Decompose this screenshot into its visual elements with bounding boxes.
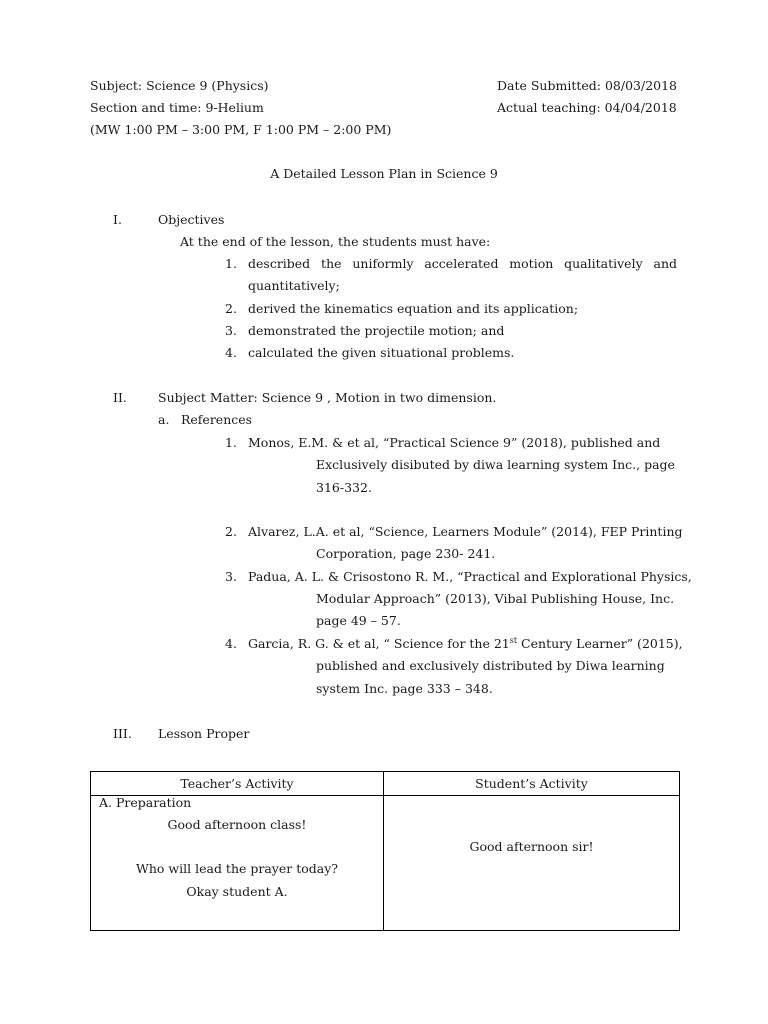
subject-matter-numeral: II. [113, 390, 127, 405]
date-submitted: Date Submitted: 08/03/2018 [497, 78, 678, 93]
teacher-line: Okay student A. [186, 884, 288, 899]
student-activity-cell [384, 796, 680, 931]
reference-text: Padua, A. L. & Crisostono R. M., “Practical and Explorational Physics, [248, 569, 692, 584]
objective-item-text: calculated the given situational problems. [248, 345, 515, 360]
objectives-numeral: I. [113, 212, 122, 227]
reference-text [248, 635, 683, 653]
reference-text-cont: 316-332. [316, 480, 372, 495]
objective-item-text-cont: quantitatively; [248, 278, 340, 293]
reference-number: 4. [225, 636, 237, 651]
reference-text-cont: system Inc. page 333 – 348. [316, 681, 493, 696]
objectives-intro: At the end of the lesson, the students must have: [180, 234, 491, 249]
references-letter: a. [158, 412, 170, 427]
objective-number: 4. [225, 345, 237, 360]
student-activity-header: Student’s Activity [384, 772, 680, 796]
objective-item-text: derived the kinematics equation and its application; [248, 301, 579, 316]
objective-number: 3. [225, 323, 237, 338]
subject-matter-heading: Subject Matter: Science 9 , Motion in two dimension. [158, 390, 497, 405]
objective-item-text: demonstrated the projectile motion; and [248, 323, 505, 338]
reference-text-cont: Modular Approach” (2013), Vibal Publishing House, Inc. [316, 591, 675, 606]
reference-text-part: Century Learner” (2015), [517, 636, 683, 651]
reference-text-cont: Exclusively disibuted by diwa learning system Inc., page [316, 457, 675, 472]
objective-number: 2. [225, 301, 237, 316]
teacher-activity-header: Teacher’s Activity [91, 772, 384, 796]
objective-number: 1. [225, 256, 237, 271]
reference-text-cont: published and exclusively distributed by Diwa learning [316, 658, 665, 673]
schedule-line: (MW 1:00 PM – 3:00 PM, F 1:00 PM – 2:00 PM) [90, 122, 392, 137]
reference-text-cont: Corporation, page 230- 241. [316, 546, 496, 561]
reference-text-part: Garcia, R. G. & et al, “ Science for the 21 [248, 636, 510, 651]
lesson-proper-heading: Lesson Proper [158, 726, 250, 741]
reference-text: Monos, E.M. & et al, “Practical Science 9” (2018), published and [248, 435, 661, 450]
reference-number: 1. [225, 435, 237, 450]
section-line: Section and time: 9-Helium [90, 100, 264, 115]
teacher-line: Good afternoon class! [167, 817, 307, 832]
activity-table [90, 771, 680, 931]
objective-item-text: described the uniformly accelerated motion qualitatively and [248, 256, 677, 271]
objectives-heading: Objectives [158, 212, 225, 227]
table-header-row [91, 772, 680, 796]
teacher-activity-cell [91, 796, 384, 931]
reference-number: 2. [225, 524, 237, 539]
reference-number: 3. [225, 569, 237, 584]
superscript-st: st [509, 635, 518, 645]
subject-line: Subject: Science 9 (Physics) [90, 78, 269, 93]
student-line: Good afternoon sir! [469, 839, 594, 854]
actual-teaching: Actual teaching: 04/04/2018 [497, 100, 677, 115]
references-label: References [181, 412, 253, 427]
lesson-proper-numeral: III. [113, 726, 132, 741]
reference-text-cont: page 49 – 57. [316, 613, 401, 628]
table-row [91, 796, 680, 931]
reference-text: Alvarez, L.A. et al, “Science, Learners Module” (2014), FEP Printing [248, 524, 683, 539]
preparation-label: A. Preparation [99, 795, 192, 810]
teacher-line: Who will lead the prayer today? [136, 861, 338, 876]
document-title: A Detailed Lesson Plan in Science 9 [270, 166, 498, 181]
